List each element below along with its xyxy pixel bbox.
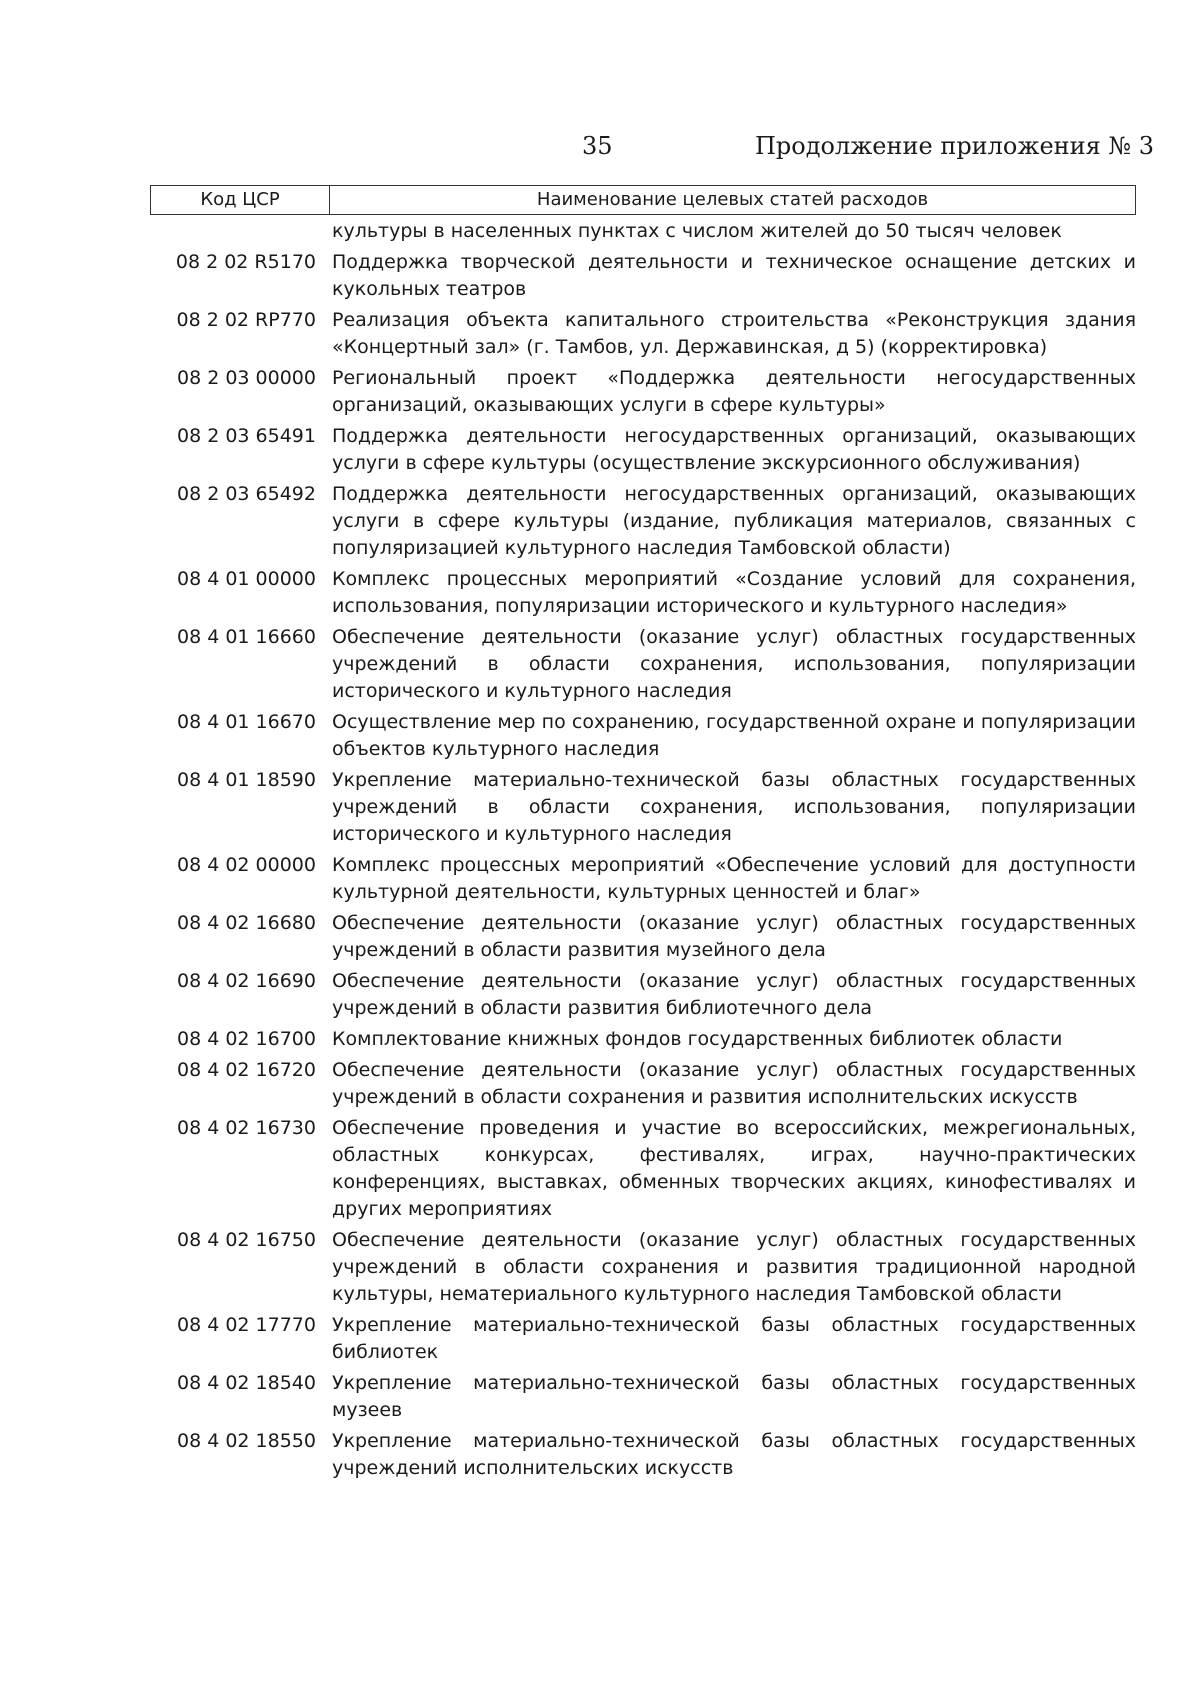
row-code: 08 4 02 16680 — [176, 912, 316, 934]
row-code: 08 4 02 16750 — [176, 1229, 316, 1251]
row-name: Комплектование книжных фондов государственных библиотек области — [332, 1028, 1063, 1050]
table-row — [150, 1312, 1136, 1366]
table-row — [150, 1026, 1136, 1053]
table-row — [150, 709, 1136, 763]
table-row — [150, 307, 1136, 361]
row-name: Региональный проект «Поддержка деятельности негосударственных организаций, оказывающих услуги в сфере культуры» — [332, 367, 1136, 416]
table-row — [150, 1057, 1136, 1111]
row-name: Реализация объекта капитального строительства «Реконструкция здания «Концертный зал» (г. Тамбов, ул. Державинская, д 5) (корректировка) — [332, 309, 1136, 358]
table-row — [150, 218, 1136, 245]
row-name: Поддержка деятельности негосударственных организаций, оказывающих услуги в сфере культуры (издание, публикация материалов, связанных с популяризацией культурного наследия Тамбовской области) — [332, 483, 1136, 559]
table-row — [150, 365, 1136, 419]
row-name: Обеспечение деятельности (оказание услуг) областных государственных учреждений в области сохранения, использования, популяризации исторического и культурного наследия — [332, 626, 1136, 702]
row-name: Осуществление мер по сохранению, государственной охране и популяризации объектов культурного наследия — [332, 711, 1136, 760]
row-code: 08 2 03 65492 — [176, 483, 316, 505]
row-name: Поддержка деятельности негосударственных организаций, оказывающих услуги в сфере культуры (осуществление экскурсионного обслуживания) — [332, 425, 1136, 474]
row-code: 08 4 02 17770 — [176, 1314, 316, 1336]
table-header — [150, 185, 1136, 215]
row-name: Обеспечение деятельности (оказание услуг) областных государственных учреждений в области развития музейного дела — [332, 912, 1136, 961]
table-body — [150, 218, 1136, 1482]
row-name: Комплекс процессных мероприятий «Обеспечение условий для доступности культурной деятельности, культурных ценностей и благ» — [332, 854, 1136, 903]
row-code: 08 2 02 RP770 — [176, 309, 316, 331]
row-code — [150, 218, 328, 245]
row-code: 08 4 01 00000 — [176, 568, 316, 590]
table-row — [150, 1370, 1136, 1424]
row-name: Укрепление материально-технической базы областных государственных музеев — [332, 1372, 1136, 1421]
row-code: 08 2 02 R5170 — [175, 251, 316, 273]
row-name: культуры в населенных пунктах с числом жителей до 50 тысяч человек — [332, 220, 1062, 242]
row-code: 08 4 02 16720 — [176, 1059, 316, 1081]
row-code: 08 4 02 18550 — [176, 1430, 316, 1452]
table-row — [150, 481, 1136, 562]
table-row — [150, 852, 1136, 906]
row-name: Поддержка творческой деятельности и техническое оснащение детских и кукольных театров — [332, 251, 1136, 300]
row-code: 08 2 03 00000 — [176, 367, 316, 389]
table-row — [150, 566, 1136, 620]
row-name: Обеспечение деятельности (оказание услуг) областных государственных учреждений в области развития библиотечного дела — [332, 970, 1136, 1019]
row-code: 08 4 02 16690 — [176, 970, 316, 992]
row-code: 08 4 01 18590 — [176, 769, 316, 791]
row-name: Обеспечение деятельности (оказание услуг) областных государственных учреждений в области сохранения и развития традиционной народной культуры, нематериального культурного наследия Тамбовской области — [332, 1229, 1136, 1305]
table-row — [150, 249, 1136, 303]
row-code: 08 4 02 16700 — [176, 1028, 316, 1050]
table-row — [150, 767, 1136, 848]
table-row — [150, 624, 1136, 705]
table-row — [150, 1227, 1136, 1308]
table-row — [150, 1115, 1136, 1223]
row-code: 08 4 02 00000 — [176, 854, 316, 876]
table-row — [150, 910, 1136, 964]
table-row — [150, 423, 1136, 477]
page-number: 35 — [582, 132, 613, 160]
row-code: 08 2 03 65491 — [176, 425, 316, 447]
row-name: Обеспечение проведения и участие во всероссийских, межрегиональных, областных конкурсах, фестивалях, играх, научно-практических конференциях, выставках, обменных творческих акциях, кинофестивалях и других мероприятиях — [332, 1117, 1136, 1220]
header-name: Наименование целевых статей расходов — [536, 189, 929, 210]
row-code: 08 4 01 16670 — [176, 711, 316, 733]
row-name: Обеспечение деятельности (оказание услуг) областных государственных учреждений в области сохранения и развития исполнительских искусств — [332, 1059, 1136, 1108]
row-code: 08 4 01 16660 — [176, 626, 316, 648]
row-code: 08 4 02 18540 — [176, 1372, 316, 1394]
header-code: Код ЦСР — [151, 186, 330, 214]
page-caption: Продолжение приложения № 3 — [755, 132, 1155, 160]
row-name: Укрепление материально-технической базы областных государственных учреждений исполнительских искусств — [332, 1430, 1136, 1479]
row-name: Комплекс процессных мероприятий «Создание условий для сохранения, использования, популяризации исторического и культурного наследия» — [332, 568, 1136, 617]
row-name: Укрепление материально-технической базы областных государственных библиотек — [332, 1314, 1136, 1363]
table-row — [150, 968, 1136, 1022]
row-code: 08 4 02 16730 — [176, 1117, 316, 1139]
row-name: Укрепление материально-технической базы областных государственных учреждений в области сохранения, использования, популяризации исторического и культурного наследия — [332, 769, 1136, 845]
table-row — [150, 1428, 1136, 1482]
